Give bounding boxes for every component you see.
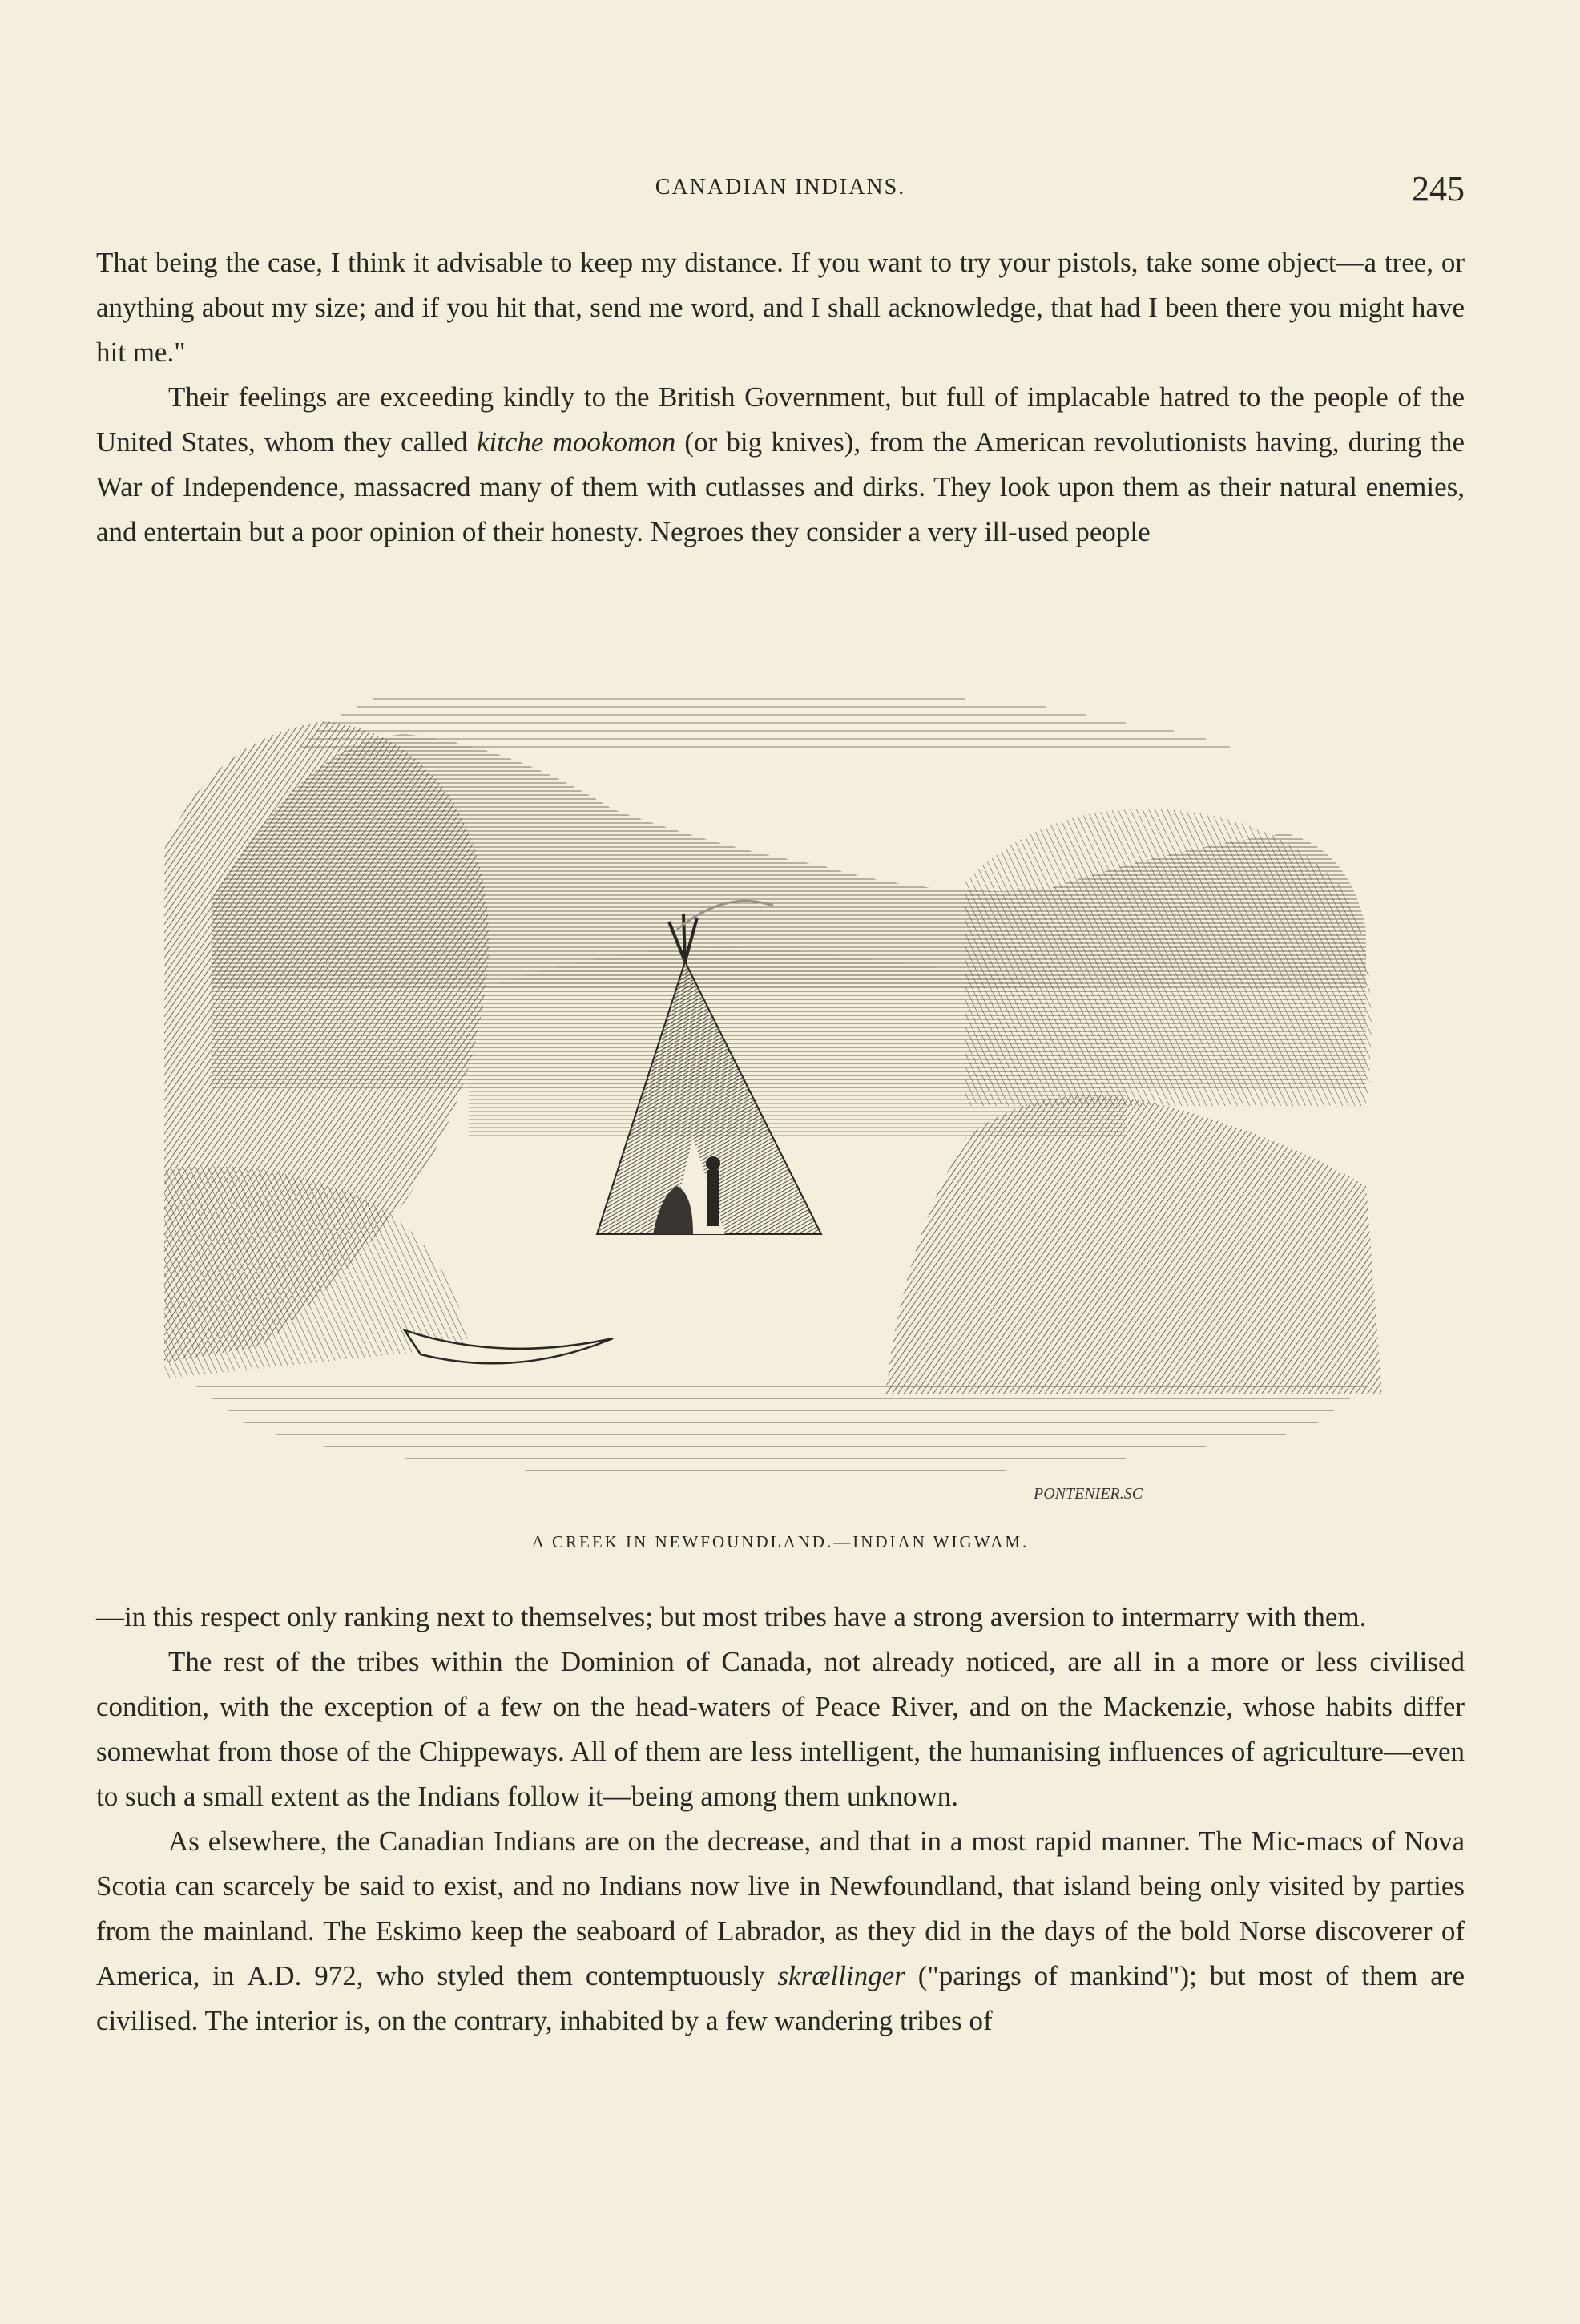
figure-caption: A CREEK IN NEWFOUNDLAND.—INDIAN WIGWAM. — [531, 1532, 1030, 1551]
text-block-top — [96, 240, 1465, 555]
text-segment: skrællinger — [777, 1960, 905, 1991]
text-segment: 972, who styled them contemptuously — [301, 1960, 778, 1991]
text-segment: Their feelings are exceeding kindly to the British Government, but full of implacable hatred to the people of the United States, whom they called — [96, 381, 1465, 458]
paragraph — [96, 1595, 1465, 1640]
engraving-illustration — [164, 689, 1390, 1515]
paragraph — [96, 375, 1465, 555]
engraving-wigwam — [164, 689, 1390, 1515]
text-segment: ("parings of mankind"); but most of them are civilised. The interior is, on the contrary, inhabited by a few wandering tribes of — [96, 1960, 1465, 2036]
text-segment: kitche mookomon — [476, 426, 676, 458]
running-head — [96, 169, 1465, 210]
text-segment: A.D. — [247, 1960, 302, 1991]
page-number: 245 — [1412, 169, 1465, 208]
engraver-signature: PONTENIER.SC — [1034, 1485, 1143, 1503]
text-segment: (or big knives), from the American revolutionists having, during the War of Independence, massacred many of them with cutlasses and dirks. They look upon them as their natural enemies, and entertain but a poor opinion of their honesty. Negroes they consider a very ill-used people — [96, 426, 1465, 547]
running-title: CANADIAN INDIANS. — [655, 175, 906, 200]
paragraph — [96, 1819, 1465, 2044]
text-segment: That being the case, I think it advisable to keep my distance. If you want to try your pistols, take some object—a tree, or anything about my size; and if you hit that, send me word, and I shall acknowledge, that had I been there you might have hit me." — [96, 247, 1465, 368]
paragraph — [96, 240, 1465, 375]
paragraph — [96, 1640, 1465, 1819]
text-segment: The rest of the tribes within the Dominion of Canada, not already noticed, are all in a more or less civilised condition, with the exception of a few on the head-waters of Peace River, and on the Mackenzie, whose habits differ somewhat from those of the Chippeways. All of them are less intelligent, the humanising influences of agriculture—even to such a small extent as the Indians follow it—being among them unknown. — [96, 1646, 1465, 1812]
text-segment: —in this respect only ranking next to themselves; but most tribes have a strong aversion to intermarry with them. — [96, 1601, 1367, 1632]
text-segment: As elsewhere, the Canadian Indians are on the decrease, and that in a most rapid manner. The Mic-macs of Nova Scotia can scarcely be said to exist, and no Indians now live in Newfoundland, that island being only visited by parties from the mainland. The Eskimo keep the seaboard of Labrador, as they did in the days of the bold Norse discoverer of America, in — [96, 1826, 1465, 1991]
text-block-bottom — [96, 1595, 1465, 2044]
